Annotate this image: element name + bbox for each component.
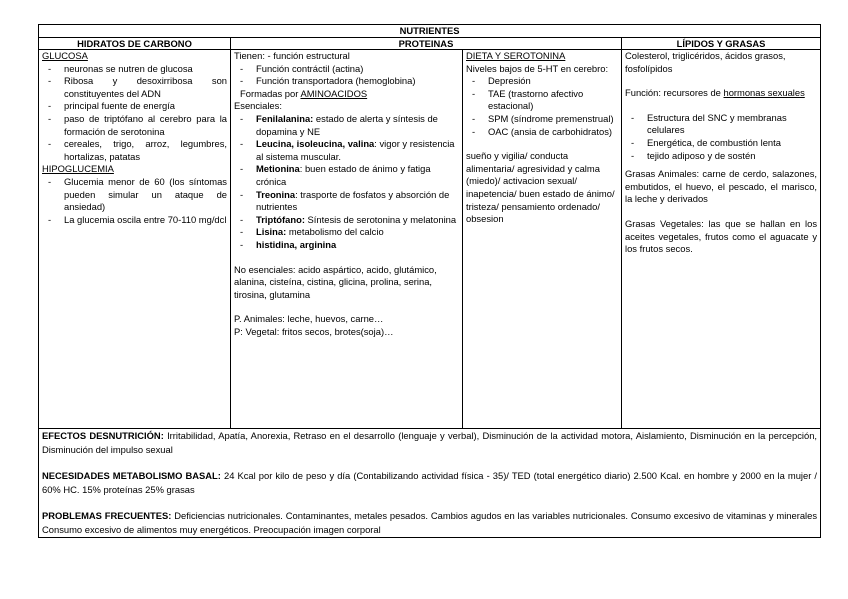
problemas-paragraph	[42, 509, 817, 537]
aa-name: Treonina	[256, 188, 296, 200]
efectos-text: Irritabilidad, Apatía, Anorexia, Retraso en el desarrollo (lenguaje y verbal), Disminución de la actividad motora, Aislamiento, Disminución en la percepción, Disminución del impulso sexual	[42, 430, 818, 455]
glucosa-title: GLUCOSA	[42, 50, 88, 61]
proteins-formed	[234, 88, 459, 101]
list-item: - La glucemia oscila entre 70-110 mg/dcl	[42, 214, 227, 227]
list-item: - cereales, trigo, arroz, legumbres, hortalizas, patatas	[42, 138, 227, 163]
necesidades-label: NECESIDADES METABOLISMO BASAL:	[42, 470, 221, 481]
non-essential-text: No esenciales: acido aspártico, acido, glutámico, alanina, cisteína, cistina, glicina, prolina, serina, tirosina, glutamina	[234, 263, 437, 300]
diet-intro: Niveles bajos de 5-HT en cerebro:	[466, 62, 609, 74]
list-item	[234, 189, 459, 214]
list-item: - paso de triptófano al cerebro para la formación de serotonina	[42, 113, 227, 138]
list-item	[234, 163, 459, 188]
table-title: NUTRIENTES	[39, 25, 821, 38]
hormonas-link: hormonas sexuales	[723, 87, 805, 99]
list-item: - principal fuente de energía	[42, 100, 227, 113]
list-item: - Función transportadora (hemoglobina)	[234, 75, 459, 88]
aa-desc: : trasporte de fosfatos y absorción de nutrientes	[256, 188, 450, 213]
diet-list	[466, 75, 618, 138]
list-item	[234, 226, 459, 239]
carbs-cell	[39, 50, 231, 429]
glucosa-list	[42, 63, 227, 164]
list-item: - Glucemia menor de 60 (los síntomas pueden simular un ataque de ansiedad)	[42, 176, 227, 214]
aa-desc: : vigor y resistencia al sistema muscular.	[256, 138, 455, 162]
list-item	[234, 138, 459, 163]
proteins-intro: Tienen: - función estructural	[234, 50, 350, 61]
aa-desc: metabolismo del calcio	[286, 226, 384, 238]
aa-desc: : buen estado de ánimo y fatiga crónica	[256, 163, 431, 187]
header-proteins: PROTEINAS	[231, 37, 622, 50]
problemas-text: Deficiencias nutricionales. Contaminantes, metales pesados. Cambios agudos en las variables nutricionales. Consumo excesivo de vitaminas y minerales Consumo excesivo de alimentos muy energéticos. Preocupación imagen corporal	[42, 510, 818, 535]
list-item: - TAE (trastorno afectivo estacional)	[466, 88, 618, 113]
diet-title: DIETA Y SEROTONINA	[466, 50, 566, 61]
header-lipids: LÍPIDOS Y GRASAS	[622, 37, 821, 50]
list-item	[234, 239, 459, 252]
necesidades-text: 24 Kcal por kilo de peso y día (Contabilizando actividad física - 35)/ TED (total energético diario) 2.500 Kcal. en hombre y 2000 en la mujer / 60% HC. 15% proteínas 25% grasas	[42, 470, 818, 495]
lipids-intro: Colesterol, triglicéridos, ácidos grasos, fosfolípidos	[625, 50, 786, 74]
lipids-function	[625, 87, 817, 100]
list-item	[234, 113, 459, 138]
list-item: - Ribosa y desoxirribosa son constituyentes del ADN	[42, 75, 227, 100]
lipids-cell	[622, 50, 821, 429]
aa-name: Fenilalanina:	[256, 112, 314, 124]
lipids-animal: Grasas Animales: carne de cerdo, salazones, embutidos, el huevo, el pescado, el marisco, la leche y derivados	[625, 168, 818, 205]
protein-vegetal: P: Vegetal: fritos secos, brotes(soja)…	[234, 325, 394, 337]
problemas-label: PROBLEMAS FRECUENTES:	[42, 510, 172, 521]
proteins-cell	[231, 50, 463, 429]
lipids-list	[625, 112, 817, 162]
aa-name: Triptófano:	[256, 213, 305, 225]
header-carbs: HIDRATOS DE CARBONO	[39, 37, 231, 50]
list-item: - Función contráctil (actina)	[234, 63, 459, 76]
hipoglucemia-list	[42, 176, 227, 226]
list-item: - tejido adiposo y de sostén	[625, 150, 817, 163]
footer-cell	[39, 429, 821, 538]
list-item: - neuronas se nutren de glucosa	[42, 63, 227, 76]
aa-desc: estado de alerta y síntesis de dopamina y NE	[256, 112, 438, 137]
aminoacidos-link: AMINOACIDOS	[300, 87, 368, 99]
list-item	[234, 214, 459, 227]
list-item: - Energética, de combustión lenta	[625, 137, 817, 150]
lipids-vegetal: Grasas Vegetales: las que se hallan en los aceites vegetales, frutos como el aguacate y los frutos secos.	[625, 217, 818, 255]
list-item: - OAC (ansia de carbohidratos)	[466, 126, 618, 139]
aa-desc: Síntesis de serotonina y melatonina	[304, 213, 457, 225]
essential-label: Esenciales:	[234, 100, 282, 112]
nutrients-table	[38, 24, 821, 538]
function-prefix: Función: recursores de	[625, 87, 724, 99]
efectos-label: EFECTOS DESNUTRICIÓN:	[42, 430, 164, 441]
diet-text: sueño y vigilia/ conducta alimentaria/ agresividad y calma (miedo)/ activacion sexual/ inapetencia/ buen estado de ánimo/ tristeza/ pensamiento ordenado/ obsesion	[466, 150, 615, 225]
list-item: - Depresión	[466, 75, 618, 88]
hipoglucemia-title: HIPOGLUCEMIA	[42, 163, 114, 175]
aa-name: Lisina:	[256, 226, 287, 238]
formed-prefix: Formadas por	[240, 87, 301, 99]
efectos-paragraph	[42, 429, 817, 457]
protein-animal: P. Animales: leche, huevos, carne…	[234, 313, 384, 325]
proteins-functions	[234, 63, 459, 88]
diet-cell	[463, 50, 622, 429]
list-item: - SPM (síndrome premenstrual)	[466, 113, 618, 126]
necesidades-paragraph	[42, 469, 817, 497]
aa-name: Leucina, isoleucina, valina	[256, 138, 375, 150]
aa-name: Metionina	[256, 163, 300, 175]
essential-list	[234, 113, 459, 252]
aa-name: histidina, arginina	[256, 238, 337, 250]
list-item: - Estructura del SNC y membranas celulares	[625, 112, 817, 137]
